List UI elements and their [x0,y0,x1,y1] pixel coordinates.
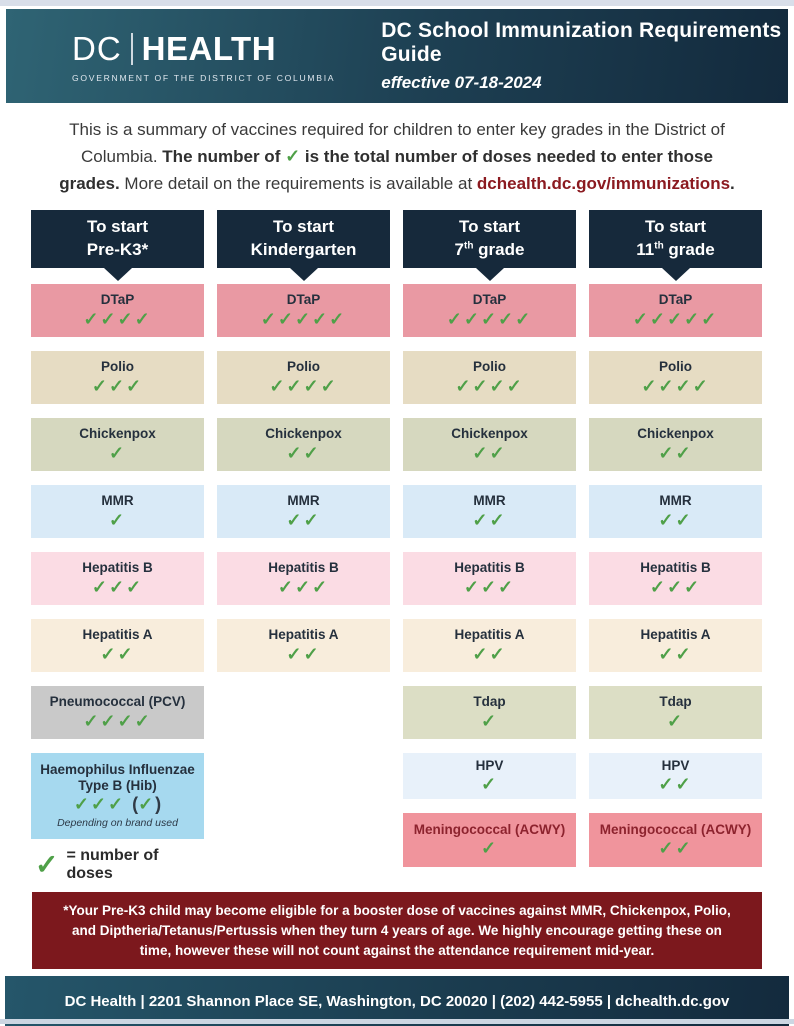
vaccine-name: Tdap [659,694,692,710]
vaccine-card-hpv [403,753,576,799]
paren-open: ( [132,794,139,815]
dose-checkmarks: ✓✓✓✓ [269,375,338,396]
optional-checkmark: ✓ [138,794,156,815]
vaccine-card-polio [589,351,762,404]
vaccine-card-hepatitis-a [217,619,390,672]
dose-checkmarks: ✓✓✓ [463,576,516,597]
vaccine-name: Polio [659,359,692,375]
vaccine-card-pcv [31,686,204,739]
dose-checkmarks: ✓✓✓✓✓ [260,308,347,329]
vaccine-name: MMR [101,493,134,509]
dose-checkmarks: ✓✓ [286,442,321,463]
page-bottom-strip [0,1019,794,1024]
immunizations-link[interactable]: dchealth.dc.gov/immunizations [476,174,731,194]
vaccine-card-mmr [403,485,576,538]
column-header-line1: To start [644,216,707,236]
logo-dc-text: DC [72,29,122,67]
vaccine-name: MMR [287,493,320,509]
vaccine-card-chickenpox [403,418,576,471]
vaccine-name: Chickenpox [265,426,342,442]
column-header-line1: To start [272,216,335,236]
dose-checkmarks: ✓ [666,710,685,731]
vaccine-card-meningococcal [403,813,576,867]
header-banner [6,9,788,103]
vaccine-card-mmr [589,485,762,538]
vaccine-card-dtap [31,284,204,337]
column-7th-grade [403,210,576,867]
dose-checkmarks: ✓ [480,838,499,859]
effective-date: effective 07-18-2024 [381,73,542,92]
column-kindergarten [217,210,390,672]
column-header-11th-grade [589,210,762,268]
paren-close: ) [155,794,162,815]
vaccine-name: Hepatitis B [268,560,339,576]
vaccine-name: Pneumococcal (PCV) [49,694,186,710]
vaccine-name: DTaP [472,292,507,308]
vaccine-name: MMR [659,493,692,509]
dose-checkmarks: ✓✓ [286,509,321,530]
vaccine-name: MMR [473,493,506,509]
column-header-prek3 [31,210,204,268]
dose-checkmarks: ✓ [480,710,499,731]
dose-checkmarks [74,795,161,813]
dose-checkmarks: ✓✓✓ [649,576,702,597]
dose-checkmarks: ✓✓ [472,442,507,463]
column-header-line2: 11th grade [636,239,715,259]
vaccine-card-mmr [217,485,390,538]
vaccine-name: Tdap [473,694,506,710]
hib-brand-note: Depending on brand used [57,817,178,830]
vaccine-name: DTaP [100,292,135,308]
vaccine-card-chickenpox [589,418,762,471]
vaccine-name: Hepatitis B [82,560,153,576]
vaccine-card-chickenpox [31,418,204,471]
checkmark-icon: ✓ [285,146,301,167]
footer-contact: DC Health | 2201 Shannon Place SE, Washington, DC 20020 | (202) 442-5955 | dchealth.dc.gov [5,976,789,1026]
dose-checkmarks: ✓✓✓✓✓ [632,308,719,329]
vaccine-card-meningococcal [589,813,762,867]
vaccine-card-hepatitis-a [589,619,762,672]
vaccine-card-dtap [403,284,576,337]
column-header-line1: To start [86,216,149,236]
checkmark-icon: ✓ [35,848,59,880]
dose-checkmarks: ✓✓✓✓ [455,375,524,396]
vaccine-name: HPV [475,757,504,773]
doses-legend [31,847,204,883]
dose-checkmarks: ✓✓ [658,838,693,859]
vaccine-name: Chickenpox [451,426,528,442]
dose-checkmarks: ✓ [108,442,127,463]
intro-text [52,117,742,198]
vaccine-card-dtap [589,284,762,337]
dose-checkmarks: ✓✓ [472,509,507,530]
dose-checkmarks: ✓✓✓✓✓ [446,308,533,329]
intro-part-1: This is a summary of vaccines required for children to enter key grades in the District of Columbia. [69,120,725,167]
vaccine-card-hepatitis-a [31,619,204,672]
vaccine-card-chickenpox [217,418,390,471]
dose-checkmarks: ✓✓ [100,643,135,664]
dose-checkmarks: ✓✓ [658,643,693,664]
dose-checkmarks: ✓✓ [286,643,321,664]
vaccine-card-polio [217,351,390,404]
vaccine-card-hpv [589,753,762,799]
vaccine-card-tdap [589,686,762,739]
vaccine-name: Polio [101,359,134,375]
column-header-line2: 7th grade [454,239,525,259]
intro-bold-2: is the total number of doses needed to enter those grades. [59,147,713,194]
column-prek3 [31,210,204,883]
vaccine-card-polio [403,351,576,404]
column-header-line2: Kindergarten [250,239,357,259]
dose-checkmarks: ✓✓✓✓ [83,710,152,731]
vaccine-card-dtap [217,284,390,337]
vaccine-name: Chickenpox [79,426,156,442]
vaccine-name: Chickenpox [637,426,714,442]
column-header-line1: To start [458,216,521,236]
vaccine-name: Polio [473,359,506,375]
vaccine-card-hepatitis-b [589,552,762,605]
vaccine-name: Polio [287,359,320,375]
vaccine-name: DTaP [286,292,321,308]
vaccine-card-polio [31,351,204,404]
legend-label: = number of doses [66,846,159,882]
dose-checkmarks: ✓✓✓ [91,576,144,597]
dose-checkmarks: ✓✓✓✓ [83,308,152,329]
logo-row [72,30,335,68]
vaccine-name: Hepatitis B [640,560,711,576]
dose-checkmarks: ✓✓ [658,442,693,463]
vaccine-name: HPV [661,757,690,773]
intro-part-2: More detail on the requirements is available at [124,174,477,194]
vaccine-card-tdap [403,686,576,739]
vaccine-card-hib [31,753,204,839]
vaccine-name: Hepatitis B [454,560,525,576]
vaccine-card-hepatitis-b [31,552,204,605]
vaccine-name: Hepatitis A [82,627,153,643]
vaccine-name: Meningococcal (ACWY) [413,821,566,837]
vaccine-card-hepatitis-b [403,552,576,605]
column-header-7th-grade [403,210,576,268]
vaccine-card-mmr [31,485,204,538]
title-block [381,19,788,93]
logo-health-text: HEALTH [141,29,277,67]
vaccine-card-hepatitis-b [217,552,390,605]
dc-health-logo [72,30,335,83]
column-header-line2: Pre-K3* [86,239,149,259]
dose-checkmarks: ✓✓ [658,774,693,795]
page-top-strip [0,0,794,6]
vaccine-columns [31,210,763,883]
vaccine-name: Hepatitis A [640,627,711,643]
dose-checkmarks: ✓✓ [658,509,693,530]
logo-divider [131,33,133,65]
vaccine-name: Hepatitis A [454,627,525,643]
column-header-kindergarten [217,210,390,268]
vaccine-card-hepatitis-a [403,619,576,672]
dose-checkmarks: ✓✓✓ [91,375,144,396]
page-title: DC School Immunization Requirements Guide [381,19,782,66]
intro-bold-1: The number of [162,147,286,167]
vaccine-name: DTaP [658,292,693,308]
vaccine-name: Haemophilus Influenzae Type B (Hib) [40,761,195,794]
dose-checkmarks: ✓✓✓ [277,576,330,597]
vaccine-name: Meningococcal (ACWY) [599,821,752,837]
logo-subtitle: GOVERNMENT OF THE DISTRICT OF COLUMBIA [72,72,336,83]
dose-checkmarks: ✓ [480,774,499,795]
hib-checks: ✓✓✓ [73,794,126,815]
dose-checkmarks: ✓✓✓✓ [641,375,710,396]
dose-checkmarks: ✓✓ [472,643,507,664]
dose-checkmarks: ✓ [108,509,127,530]
column-11th-grade [589,210,762,867]
intro-period: . [730,174,735,194]
footnote-prek3: *Your Pre-K3 child may become eligible for a booster dose of vaccines against MMR, Chickenpox, Polio, and Diptheria/Tetanus/Pertussis when they turn 4 years of age. We highly encourage getting these on time, however these will not count against the attendance requirement mid-year. [32,892,762,970]
vaccine-name: Hepatitis A [268,627,339,643]
